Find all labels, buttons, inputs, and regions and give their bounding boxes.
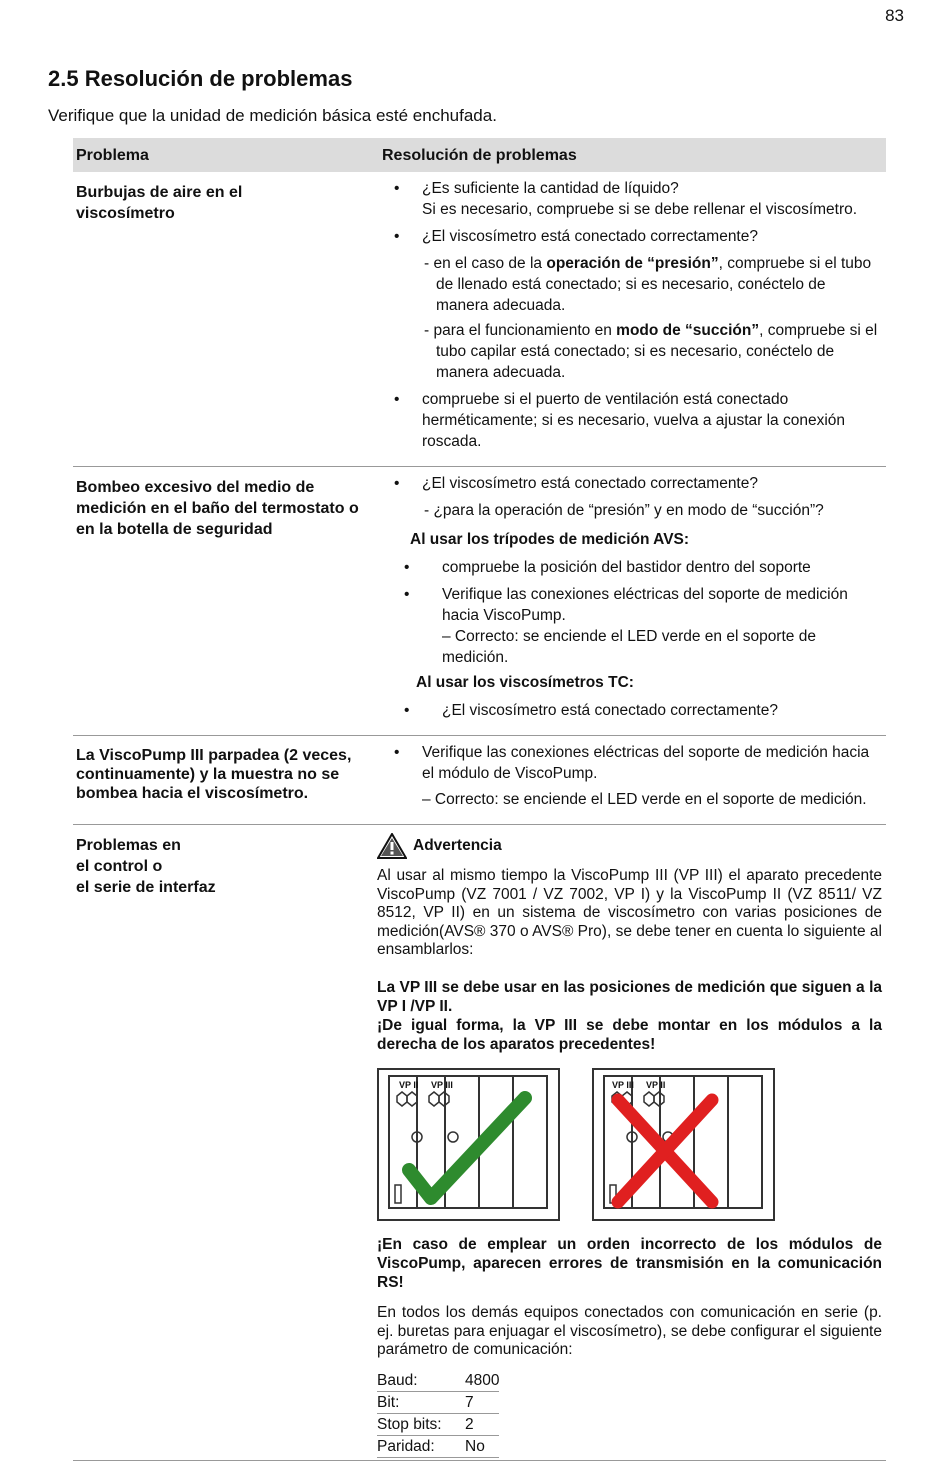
param-key: Baud:	[377, 1370, 465, 1392]
bold-note: ¡De igual forma, la VP III se debe montar en los módulos a la derecha de los aparatos precedentes!	[377, 1016, 882, 1053]
sub-text-bold: operación de “presión”	[546, 255, 719, 272]
bullet-text: – Correcto: se enciende el LED verde en el soporte de medición.	[442, 628, 816, 666]
table-row	[73, 736, 886, 825]
header-problem: Problema	[73, 138, 374, 172]
list-item	[374, 473, 886, 494]
bullet-text: ¿Es suficiente la cantidad de líquido?	[422, 180, 679, 197]
bullet-text: compruebe la posición del bastidor dentro del soporte	[442, 559, 811, 576]
section-title: 2.5 Resolución de problemas	[48, 66, 353, 91]
resolution-cell	[374, 467, 886, 736]
module-label: VP II	[646, 1079, 666, 1090]
bullet-icon: •	[394, 228, 400, 245]
problem-cell: La ViscoPump III parpadea (2 veces, continuamente) y la muestra no se bombea hacia el viscosímetro.	[73, 736, 374, 825]
resolution-cell	[374, 172, 886, 467]
param-key: Paridad:	[377, 1435, 465, 1457]
incorrect-order-figure	[592, 1068, 775, 1221]
warning-icon	[377, 833, 407, 859]
bullet-text: ¿El viscosímetro está conectado correctamente?	[442, 702, 778, 719]
header-resolution: Resolución de problemas	[374, 138, 886, 172]
bullet-icon: •	[404, 586, 410, 603]
module-label: VP II	[399, 1079, 419, 1090]
list-item	[374, 742, 886, 810]
param-row	[377, 1370, 499, 1392]
warning-heading	[377, 833, 884, 859]
bullet-text: ¿El viscosímetro está conectado correctamente?	[422, 475, 758, 492]
problem-cell: Burbujas de aire en el viscosímetro	[73, 172, 374, 467]
warning-paragraph: Al usar al mismo tiempo la ViscoPump III (VP III) el aparato precedente ViscoPump (VZ 7001 / VZ 7002, VP I) y la ViscoPump II (VZ 8511/ VZ 8512, VP II) en un sistema de viscosímetro con varias posiciones de medición(AVS® 370 o AVS® Pro), se debe tener en cuenta lo siguiente al ensamblarlos:	[377, 867, 882, 959]
sub-text: - para el funcionamiento en	[424, 322, 617, 339]
sub-text-bold: modo de “succión”	[616, 322, 760, 339]
problem-text: Problemas en	[76, 837, 181, 854]
problem-text: el control o	[76, 858, 163, 875]
resolution-cell	[374, 825, 886, 1461]
param-row	[377, 1391, 499, 1413]
bullet-icon: •	[404, 559, 410, 576]
param-row	[377, 1435, 499, 1457]
correct-module-diagram	[379, 1070, 558, 1219]
troubleshooting-table	[73, 138, 886, 1461]
table-row	[73, 467, 886, 736]
param-value: No	[465, 1435, 499, 1457]
module-order-figures	[377, 1068, 884, 1221]
bullet-text: Verifique las conexiones eléctricas del soporte de medición hacia ViscoPump.	[442, 586, 848, 624]
resolution-cell	[374, 736, 886, 825]
problem-cell: Bombeo excesivo del medio de medición en el baño del termostato o en la botella de seguridad	[73, 467, 374, 736]
bullet-text: Verifique las conexiones eléctricas del soporte de medición hacia el módulo de ViscoPump.	[422, 744, 870, 782]
subheading: Al usar los trípodes de medición AVS:	[410, 531, 690, 548]
serial-params-table	[377, 1370, 499, 1458]
list-item	[374, 700, 886, 721]
param-key: Stop bits:	[377, 1413, 465, 1435]
problem-cell	[73, 825, 374, 1461]
bullet-icon: •	[394, 475, 400, 492]
sub-text: - en el caso de la	[424, 255, 547, 272]
sub-item	[374, 320, 886, 383]
table-row	[73, 172, 886, 467]
warning-label: Advertencia	[413, 837, 502, 854]
bullet-icon: •	[394, 391, 400, 408]
table-header-row	[73, 138, 886, 172]
bullet-text: compruebe si el puerto de ventilación está conectado herméticamente; si es necesario, vuelva a ajustar la conexión roscada.	[422, 391, 846, 450]
bullet-text: Si es necesario, compruebe si se debe rellenar el viscosímetro.	[422, 201, 858, 218]
bullet-icon: •	[394, 744, 400, 761]
sub-text: , compruebe si el tubo de llenado está conectado; si es necesario, conéctelo de manera adecuada.	[436, 255, 872, 314]
sub-text: , compruebe si el tubo capilar está conectado; si es necesario, conéctelo de manera adecuada.	[436, 322, 878, 381]
list-item	[374, 557, 886, 578]
sub-item	[374, 253, 886, 316]
param-value: 7	[465, 1391, 499, 1413]
bullet-text: – Correcto: se enciende el LED verde en el soporte de medición.	[422, 791, 867, 808]
list-item	[374, 584, 886, 668]
bullet-icon: •	[394, 180, 400, 197]
list-item	[374, 389, 886, 452]
problem-text: el serie de interfaz	[76, 879, 216, 896]
sub-item: - ¿para la operación de “presión” y en modo de “succión”?	[424, 502, 824, 519]
param-key: Bit:	[377, 1391, 465, 1413]
section-intro: Verifique que la unidad de medición básica esté enchufada.	[48, 106, 497, 125]
incorrect-module-diagram	[594, 1070, 773, 1219]
serial-paragraph: En todos los demás equipos conectados con comunicación en serie (p. ej. buretas para enjuagar el viscosímetro), se debe configurar el siguiente parámetro de comunicación:	[377, 1303, 882, 1359]
param-value: 4800	[465, 1370, 499, 1392]
module-label: VP III	[612, 1079, 634, 1090]
module-label: VP III	[431, 1079, 453, 1090]
subheading: Al usar los viscosímetros TC:	[416, 674, 634, 691]
list-item	[374, 178, 886, 220]
page-number: 83	[885, 6, 904, 25]
list-item	[374, 226, 886, 247]
correct-order-figure	[377, 1068, 560, 1221]
param-value: 2	[465, 1413, 499, 1435]
param-row	[377, 1413, 499, 1435]
table-row	[73, 825, 886, 1461]
bullet-icon: •	[404, 702, 410, 719]
bullet-text: ¿El viscosímetro está conectado correctamente?	[422, 228, 758, 245]
bold-note: La VP III se debe usar en las posiciones de medición que siguen a la VP I /VP II.	[377, 978, 882, 1015]
bold-note: ¡En caso de emplear un orden incorrecto de los módulos de ViscoPump, aparecen errores de transmisión en la comunicación RS!	[377, 1235, 882, 1291]
